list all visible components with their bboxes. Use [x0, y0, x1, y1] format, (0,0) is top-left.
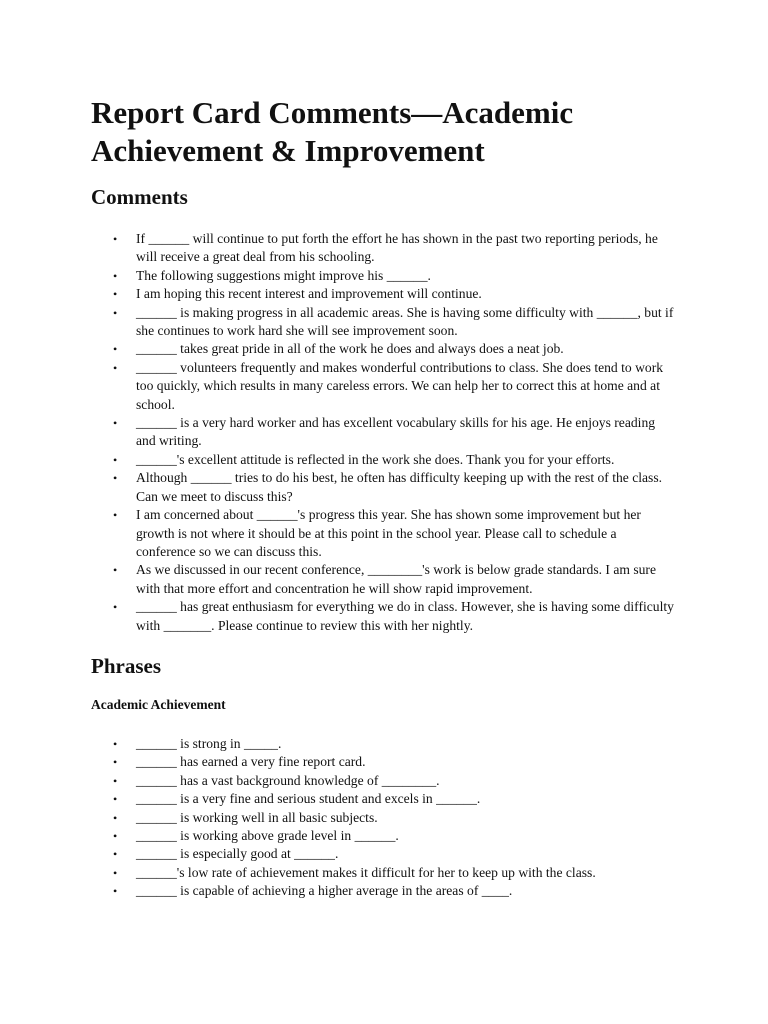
bullet-icon: • [113, 847, 118, 862]
phrase-item [0, 735, 768, 753]
bullet-icon: • [113, 755, 118, 770]
comment-item-text: Although ______ tries to do his best, he often has difficulty keeping up with the rest of the class. Can we meet to discuss this? [136, 470, 663, 504]
phrase-item-text: ______ is strong in _____. [136, 736, 282, 751]
bullet-icon: • [113, 563, 118, 578]
phrase-item-text: ______'s low rate of achievement makes it difficult for her to keep up with the class. [136, 864, 596, 880]
phrase-item-text: ______ has earned a very fine report card. [136, 754, 366, 770]
bullet-icon: • [113, 360, 118, 375]
phrase-item-text: ______ is working above grade level in ______. [136, 828, 399, 844]
comment-item [0, 340, 768, 358]
phrase-item-text: ______ is capable of achieving a higher average in the areas of ____. [136, 883, 513, 899]
bullet-icon: • [113, 865, 118, 880]
phrases-list [0, 735, 768, 901]
bullet-icon: • [113, 232, 118, 246]
phrase-item [0, 882, 768, 900]
phrase-item [0, 809, 768, 827]
comment-item [0, 506, 768, 561]
comment-item [0, 414, 768, 451]
phrase-item [0, 827, 768, 845]
phrases-heading: Phrases [91, 654, 161, 678]
comment-item [0, 598, 768, 635]
comment-item-text: I am concerned about ______'s progress this year. She has shown some improvement but her growth is not where it should be at this point in the school year. Please call to schedule a conference so we can discuss this. [136, 507, 641, 559]
comment-item-text: I am hoping this recent interest and improvement will continue. [136, 286, 482, 302]
comments-heading: Comments [91, 185, 188, 209]
bullet-icon: • [113, 884, 118, 899]
bullet-icon: • [113, 471, 118, 486]
bullet-icon: • [113, 737, 118, 751]
bullet-icon: • [113, 416, 118, 431]
phrase-item [0, 845, 768, 863]
phrase-item-text: ______ is a very fine and serious student and excels in ______. [136, 791, 481, 807]
comment-item-text: ______ is making progress in all academic areas. She is having some difficulty with ______, but if she continues to work hard she will see improvement soon. [136, 304, 674, 339]
phrase-item [0, 772, 768, 790]
bullet-icon: • [113, 452, 118, 467]
phrase-item-text: ______ is especially good at ______. [136, 846, 339, 862]
academic-achievement-heading: Academic Achievement [91, 697, 226, 712]
phrase-item [0, 864, 768, 882]
comment-item [0, 304, 768, 341]
comment-item-text: As we discussed in our recent conference, ________'s work is below grade standards. I am sure with that more effort and concentration he will show rapid improvement. [136, 562, 656, 596]
comment-item-text: The following suggestions might improve his ______. [136, 267, 431, 283]
bullet-icon: • [113, 268, 118, 283]
comment-item-text: ______ is a very hard worker and has excellent vocabulary skills for his age. He enjoys reading and writing. [136, 415, 656, 449]
comment-item [0, 451, 768, 469]
comments-list [0, 230, 768, 635]
bullet-icon: • [113, 342, 118, 357]
bullet-icon: • [113, 829, 118, 844]
comment-item [0, 230, 768, 267]
comment-item-text: ______'s excellent attitude is reflected in the work she does. Thank you for your efforts. [136, 451, 615, 467]
bullet-icon: • [113, 792, 118, 807]
bullet-icon: • [113, 773, 118, 788]
comment-item [0, 285, 768, 303]
bullet-icon: • [113, 305, 118, 320]
phrase-item [0, 790, 768, 808]
phrase-item-text: ______ is working well in all basic subjects. [136, 809, 378, 825]
bullet-icon: • [113, 287, 118, 302]
phrase-item [0, 753, 768, 771]
phrase-item-text: ______ has a vast background knowledge of ________. [136, 772, 440, 788]
comment-item [0, 359, 768, 414]
bullet-icon: • [113, 508, 118, 523]
comment-item-text: ______ takes great pride in all of the work he does and always does a neat job. [136, 341, 564, 357]
comment-item [0, 561, 768, 598]
comment-item-text: If ______ will continue to put forth the effort he has shown in the past two reporting periods, he will receive a great deal from his schooling. [136, 231, 658, 265]
comment-item [0, 469, 768, 506]
comment-item-text: ______ volunteers frequently and makes wonderful contributions to class. She does tend to work too quickly, which results in many careless errors. We can help her to correct this at home and at school. [136, 359, 664, 412]
comment-item [0, 267, 768, 285]
page-title: Report Card Comments—Academic Achievement & Improvement [91, 95, 574, 168]
bullet-icon: • [113, 810, 118, 825]
comment-item-text: ______ has great enthusiasm for everything we do in class. However, she is having some difficulty with _______. Please continue to review this with her nightly. [136, 599, 674, 633]
bullet-icon: • [113, 600, 118, 615]
